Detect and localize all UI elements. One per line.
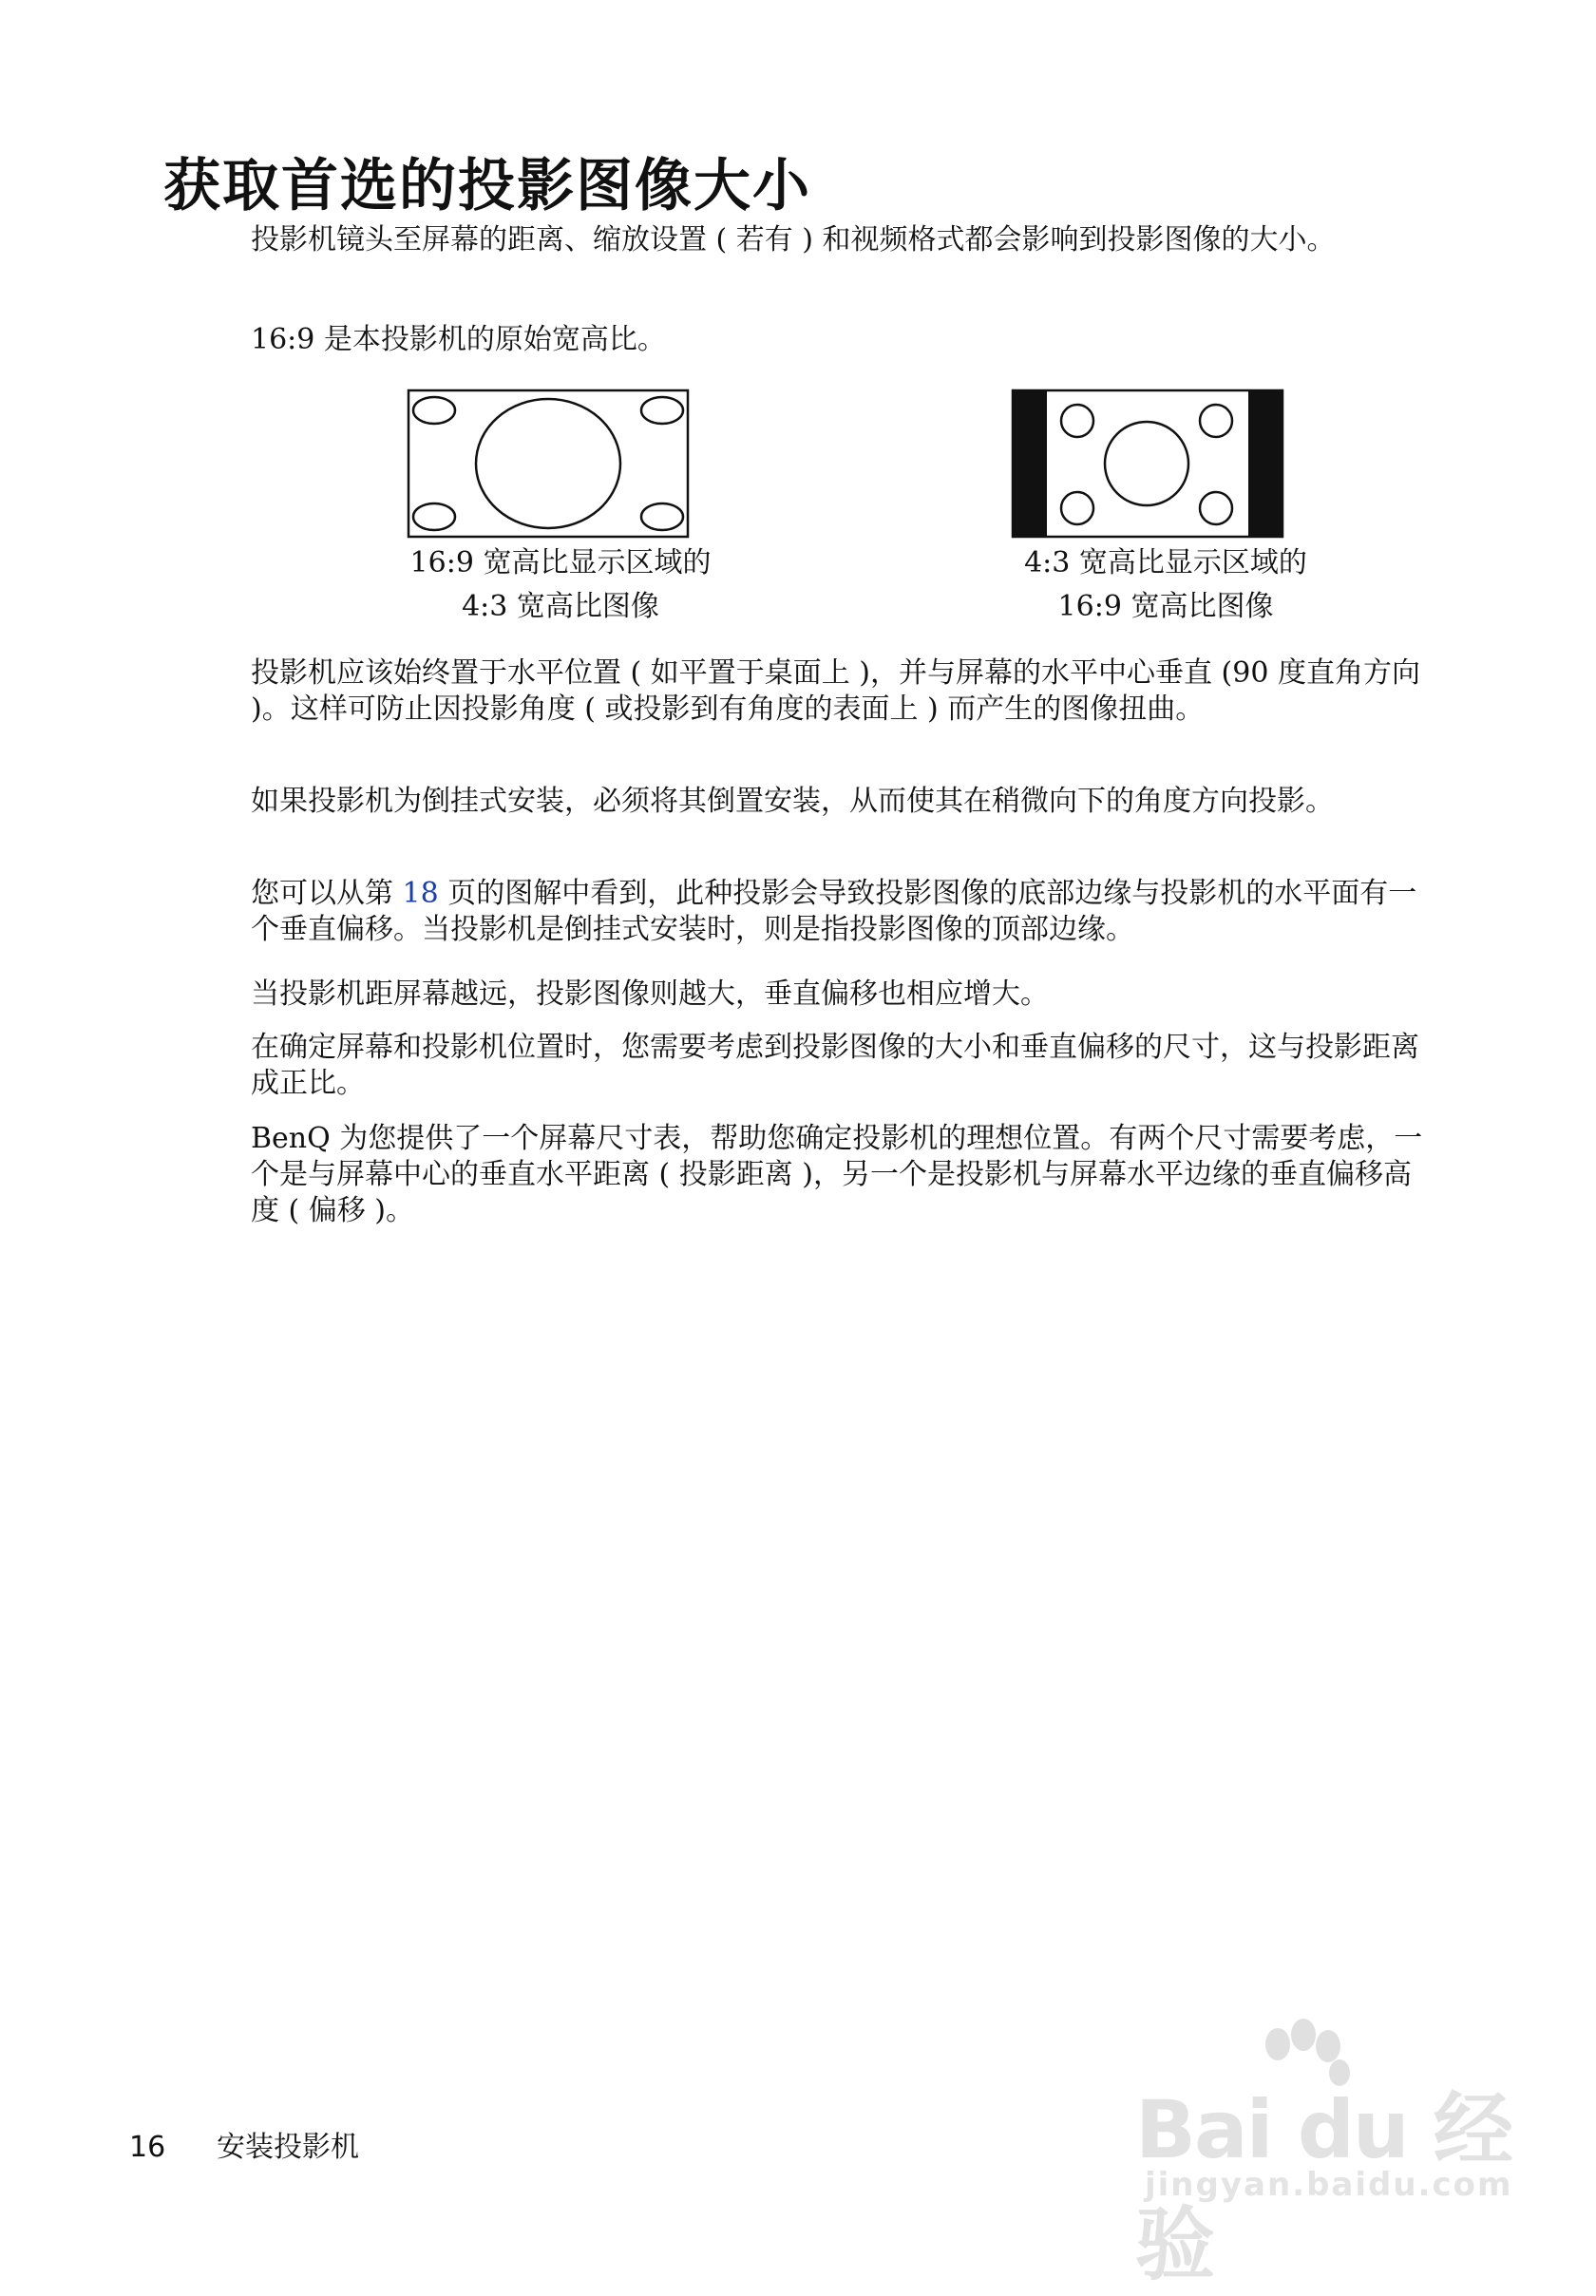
paragraph-level-placement: 投影机应该始终置于水平位置 ( 如平置于桌面上 )，并与屏幕的水平中心垂直 (90 度直角方向 )。这样可防止因投影角度 ( 或投影到有角度的表面上 ) 而产生的图像扭曲。 xyxy=(251,656,1420,726)
diagram-16-9-display xyxy=(323,388,798,540)
paragraph-vertical-offset xyxy=(251,876,1438,948)
watermark-url: jingyan.baidu.com xyxy=(1145,2166,1513,2204)
diagram-4-3-display xyxy=(928,388,1403,540)
offset-text-before: 您可以从第 xyxy=(251,877,403,910)
figure-4-3-display xyxy=(928,388,1403,540)
paragraph-ceiling-mount: 如果投影机为倒挂式安装，必须将其倒置安装，从而使其在稍微向下的角度方向投影。 xyxy=(251,785,1334,818)
caption-right xyxy=(928,541,1403,629)
figure-16-9-display xyxy=(323,388,798,540)
paragraph-intro: 投影机镜头至屏幕的距离、缩放设置 ( 若有 ) 和视频格式都会影响到投影图像的大小。 xyxy=(251,223,1336,256)
watermark-brand: Bai du 经验 xyxy=(1135,2083,1511,2291)
page-footer xyxy=(129,2123,359,2165)
caption-left-line2: 4:3 宽高比图像 xyxy=(462,590,659,623)
page-18-link[interactable]: 18 xyxy=(402,877,439,910)
caption-left-line1: 16:9 宽高比显示区域的 xyxy=(409,546,712,579)
paragraph-positioning: 在确定屏幕和投影机位置时，您需要考虑到投影图像的大小和垂直偏移的尺寸，这与投影距离成正比。 xyxy=(251,1031,1419,1100)
baidu-watermark xyxy=(1135,2014,1515,2291)
section-title: 安装投影机 xyxy=(217,2131,359,2164)
page-title: 获取首选的投影图像大小 xyxy=(163,153,811,219)
caption-right-line2: 16:9 宽高比图像 xyxy=(1057,590,1274,623)
caption-right-line1: 4:3 宽高比显示区域的 xyxy=(1024,546,1307,579)
paragraph-screen-size-table: BenQ 为您提供了一个屏幕尺寸表，帮助您确定投影机的理想位置。有两个尺寸需要考虑，一个是与屏幕中心的垂直水平距离 ( 投影距离 )，另一个是投影机与屏幕水平边缘的垂直偏移高度 ( 偏移 )。 xyxy=(251,1122,1423,1227)
caption-left xyxy=(323,541,798,629)
paragraph-native-ratio: 16:9 是本投影机的原始宽高比。 xyxy=(251,323,666,356)
page-number: 16 xyxy=(129,2131,166,2164)
paragraph-distance: 当投影机距屏幕越远，投影图像则越大，垂直偏移也相应增大。 xyxy=(251,977,1049,1011)
offset-text-after: 页的图解中看到，此种投影会导致投影图像的底部边缘与投影机的水平面有一个垂直偏移。当投影机是倒挂式安装时，则是指投影图像的顶部边缘。 xyxy=(251,877,1417,946)
